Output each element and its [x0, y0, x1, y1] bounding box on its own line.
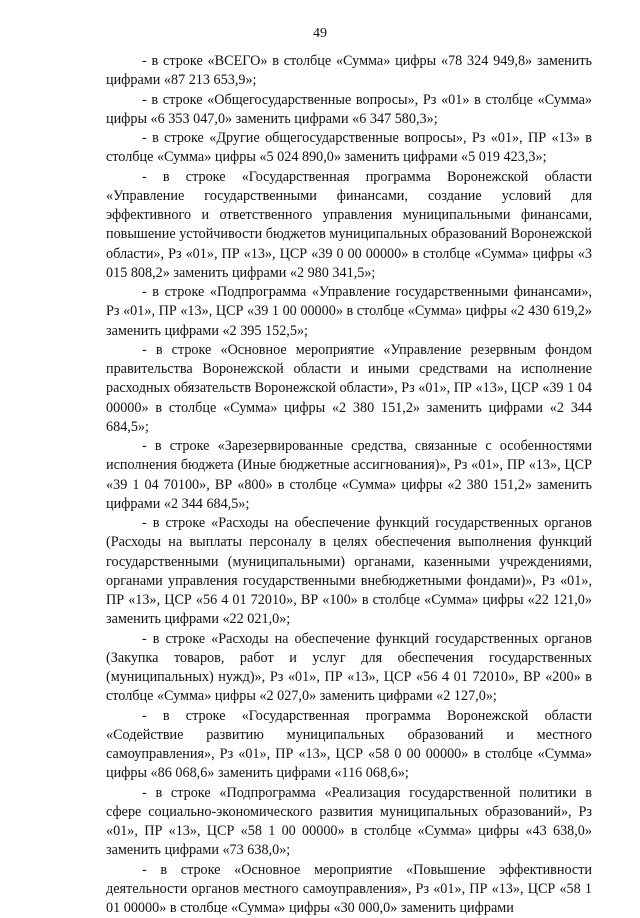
amendment-paragraph-3: - в строке «Другие общегосударственные вопросы», Рз «01», ПР «13» в столбце «Сумма» цифры «5 024 890,0» заменить цифрами «5 019 423,3»; [106, 129, 592, 168]
amendment-paragraph-7: - в строке «Зарезервированные средства, связанные с особенностями исполнения бюджета (Иные бюджетные ассигнования)», Рз «01», ПР «13», ЦСР «39 1 04 70100», ВР «800» в столбце «Сумма» цифры «2 380 151,2» заменить цифрами «2 344 684,5»; [106, 437, 592, 514]
amendment-paragraph-5: - в строке «Подпрограмма «Управление государственными финансами», Рз «01», ПР «13», ЦСР «39 1 00 00000» в столбце «Сумма» цифры «2 430 619,2» заменить цифрами «2 395 152,5»; [106, 283, 592, 341]
amendment-paragraph-2: - в строке «Общегосударственные вопросы», Рз «01» в столбце «Сумма» цифры «6 353 047,0» заменить цифрами «6 347 580,3»; [106, 91, 592, 130]
amendment-paragraph-6: - в строке «Основное мероприятие «Управление резервным фондом правительства Воронежской области и иными средствами на исполнение расходных обязательств Воронежской области», Рз «01», ПР «13», ЦСР «39 1 04 00000» в столбце «Сумма» цифры «2 380 151,2» заменить цифрами «2 344 684,5»; [106, 341, 592, 437]
amendment-paragraph-11: - в строке «Подпрограмма «Реализация государственной политики в сфере социально-экономического развития муниципальных образований», Рз «01», ПР «13», ЦСР «58 1 00 00000» в столбце «Сумма» цифры «43 638,0» заменить цифрами «73 638,0»; [106, 784, 592, 861]
document-body [106, 52, 592, 918]
amendment-paragraph-8: - в строке «Расходы на обеспечение функций государственных органов (Расходы на выплаты персоналу в целях обеспечения выполнения функций государственными (муниципальными) органами, казенными учреждениями, органами управления государственными внебюджетными фондами)», Рз «01», ПР «13», ЦСР «56 4 01 72010», ВР «100» в столбце «Сумма» цифры «22 121,0» заменить цифрами «22 021,0»; [106, 514, 592, 630]
page-number: 49 [0, 26, 640, 42]
amendment-paragraph-10: - в строке «Государственная программа Воронежской области «Содействие развитию муниципальных образований и местного самоуправления», Рз «01», ПР «13», ЦСР «58 0 00 00000» в столбце «Сумма» цифры «86 068,6» заменить цифрами «116 068,6»; [106, 707, 592, 784]
amendment-paragraph-9: - в строке «Расходы на обеспечение функций государственных органов (Закупка товаров, работ и услуг для обеспечения государственных (муниципальных) нужд)», Рз «01», ПР «13», ЦСР «56 4 01 72010», ВР «200» в столбце «Сумма» цифры «2 027,0» заменить цифрами «2 127,0»; [106, 630, 592, 707]
amendment-paragraph-1: - в строке «ВСЕГО» в столбце «Сумма» цифры «78 324 949,8» заменить цифрами «87 213 653,9»; [106, 52, 592, 91]
amendment-paragraph-12: - в строке «Основное мероприятие «Повышение эффективности деятельности органов местного самоуправления», Рз «01», ПР «13», ЦСР «58 1 01 00000» в столбце «Сумма» цифры «30 000,0» заменить цифрами [106, 861, 592, 918]
amendment-paragraph-4: - в строке «Государственная программа Воронежской области «Управление государственными финансами, создание условий для эффективного и ответственного управления муниципальными финансами, повышение устойчивости бюджетов муниципальных образований Воронежской области», Рз «01», ПР «13», ЦСР «39 0 00 00000» в столбце «Сумма» цифры «3 015 808,2» заменить цифрами «2 980 341,5»; [106, 168, 592, 284]
